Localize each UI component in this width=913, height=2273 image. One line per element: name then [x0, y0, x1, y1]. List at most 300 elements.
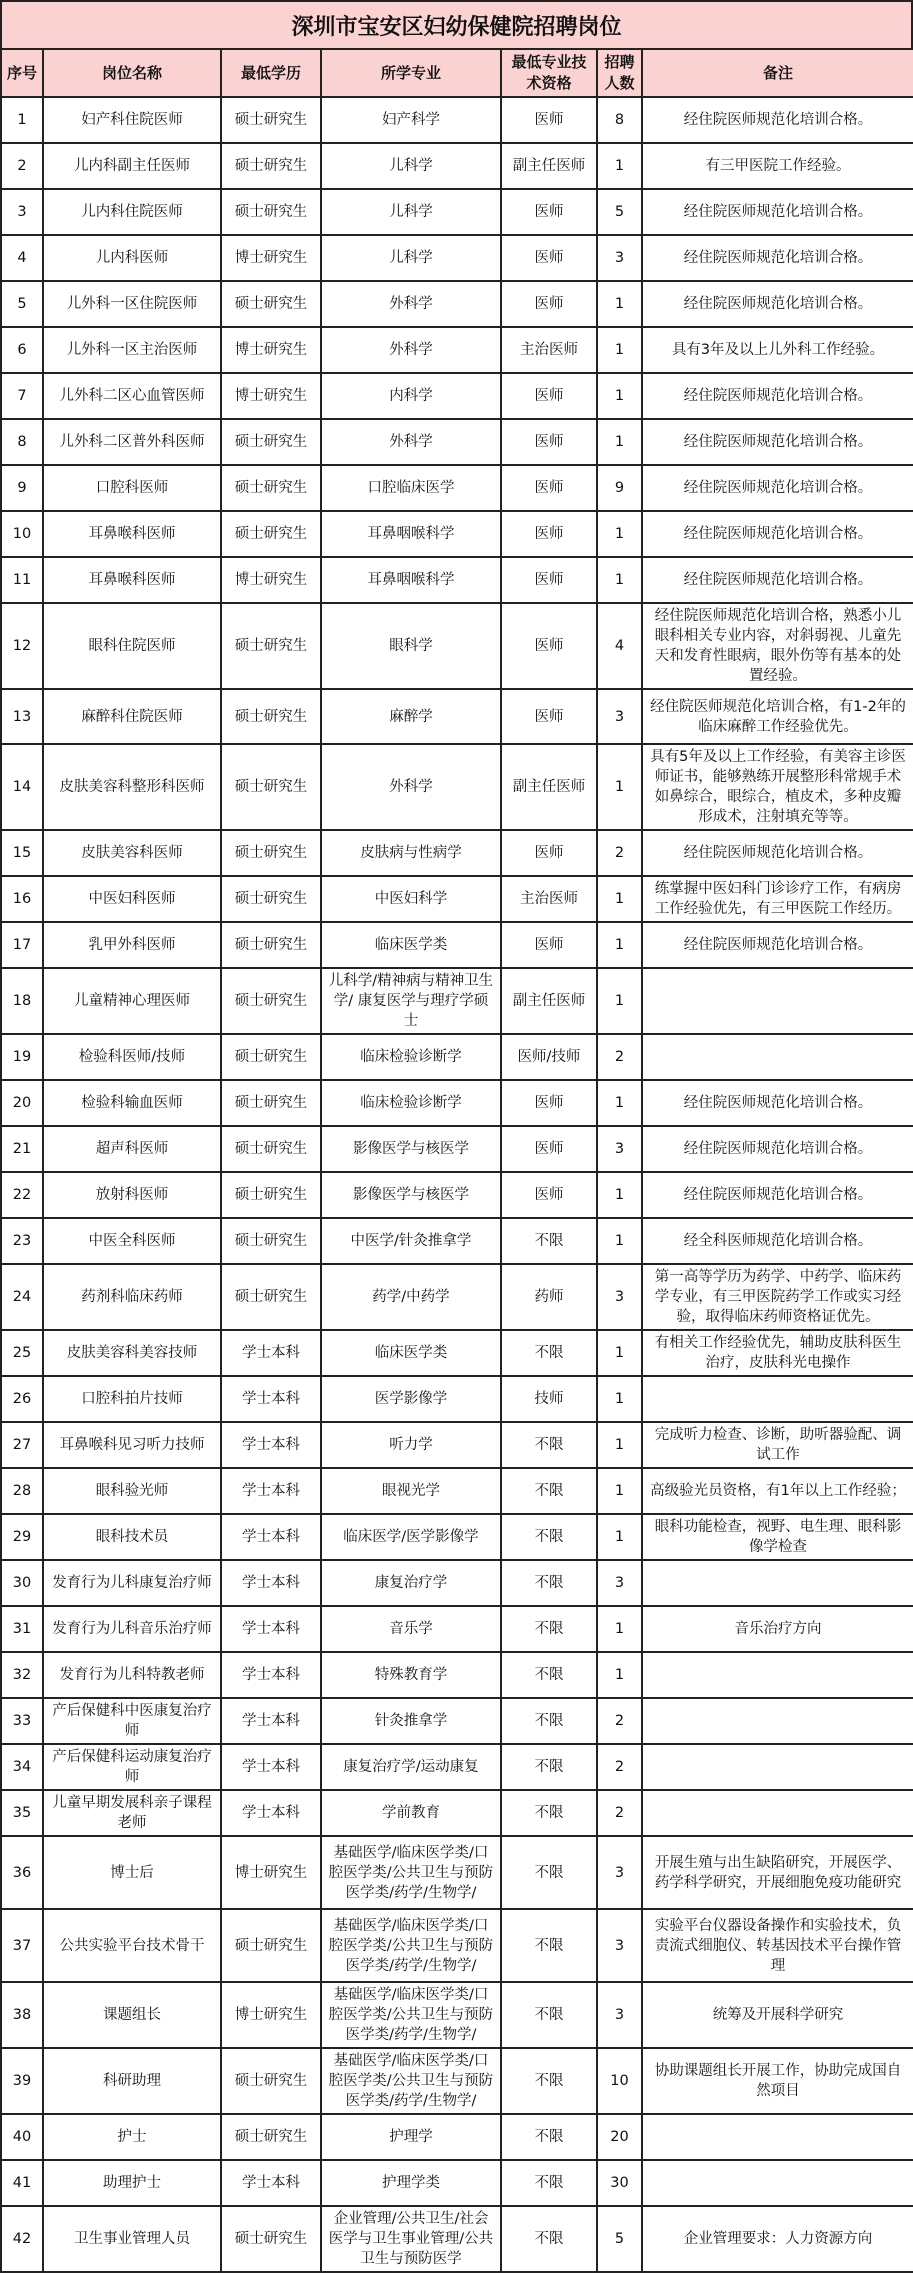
table-row [1, 1744, 913, 1790]
cell-remarks: 经住院医师规范化培训合格。 [642, 830, 913, 876]
cell-remarks: 具有3年及以上儿外科工作经验。 [642, 327, 913, 373]
cell-count: 1 [597, 1468, 642, 1514]
cell-education: 硕士研究生 [221, 2048, 321, 2114]
cell-position: 儿外科二区普外科医师 [43, 419, 221, 465]
cell-position: 眼科住院医师 [43, 603, 221, 689]
cell-remarks: 完成听力检查、诊断，助听器验配、调试工作 [642, 1422, 913, 1468]
cell-remarks: 练掌握中医妇科门诊诊疗工作，有病房工作经验优先，有三甲医院工作经历。 [642, 876, 913, 922]
cell-qualification: 不限 [501, 1330, 597, 1376]
table-row [1, 465, 913, 511]
header-position: 岗位名称 [43, 49, 221, 97]
cell-education: 硕士研究生 [221, 1909, 321, 1982]
cell-index: 18 [1, 968, 43, 1034]
cell-major: 妇产科学 [321, 97, 501, 143]
cell-education: 硕士研究生 [221, 876, 321, 922]
cell-education: 学士本科 [221, 1330, 321, 1376]
cell-position: 儿童精神心理医师 [43, 968, 221, 1034]
header-count: 招聘人数 [597, 49, 642, 97]
cell-education: 硕士研究生 [221, 2206, 321, 2272]
cell-remarks: 经住院医师规范化培训合格。 [642, 557, 913, 603]
cell-count: 1 [597, 143, 642, 189]
cell-education: 硕士研究生 [221, 1080, 321, 1126]
cell-position: 皮肤美容科整形科医师 [43, 744, 221, 830]
cell-count: 1 [597, 744, 642, 830]
table-row [1, 1264, 913, 1330]
cell-index: 34 [1, 1744, 43, 1790]
cell-position: 儿童早期发展科亲子课程老师 [43, 1790, 221, 1836]
cell-major: 外科学 [321, 744, 501, 830]
cell-education: 硕士研究生 [221, 465, 321, 511]
table-row [1, 327, 913, 373]
cell-education: 学士本科 [221, 1744, 321, 1790]
cell-remarks [642, 1744, 913, 1790]
cell-remarks [642, 1376, 913, 1422]
cell-position: 产后保健科中医康复治疗师 [43, 1698, 221, 1744]
cell-remarks: 经住院医师规范化培训合格。 [642, 189, 913, 235]
cell-education: 硕士研究生 [221, 1126, 321, 1172]
table-row [1, 2048, 913, 2114]
cell-index: 13 [1, 689, 43, 744]
cell-education: 硕士研究生 [221, 922, 321, 968]
cell-major: 康复治疗学 [321, 1560, 501, 1606]
cell-education: 硕士研究生 [221, 189, 321, 235]
cell-education: 硕士研究生 [221, 968, 321, 1034]
table-row [1, 1514, 913, 1560]
cell-major: 儿科学 [321, 235, 501, 281]
cell-qualification: 医师 [501, 281, 597, 327]
cell-count: 9 [597, 465, 642, 511]
cell-major: 耳鼻咽喉科学 [321, 511, 501, 557]
table-row [1, 1652, 913, 1698]
cell-count: 5 [597, 189, 642, 235]
cell-remarks [642, 1034, 913, 1080]
cell-education: 博士研究生 [221, 327, 321, 373]
cell-major: 眼科学 [321, 603, 501, 689]
cell-position: 眼科技术员 [43, 1514, 221, 1560]
cell-count: 3 [597, 689, 642, 744]
cell-position: 发育行为儿科康复治疗师 [43, 1560, 221, 1606]
cell-index: 8 [1, 419, 43, 465]
table-row [1, 1218, 913, 1264]
cell-qualification: 医师 [501, 1126, 597, 1172]
cell-major: 临床医学/医学影像学 [321, 1514, 501, 1560]
cell-major: 基础医学/临床医学类/口腔医学类/公共卫生与预防医学类/药学/生物学/ [321, 1982, 501, 2048]
cell-major: 企业管理/公共卫生/社会医学与卫生事业管理/公共卫生与预防医学 [321, 2206, 501, 2272]
table-row [1, 830, 913, 876]
cell-education: 学士本科 [221, 1468, 321, 1514]
cell-education: 硕士研究生 [221, 97, 321, 143]
cell-major: 儿科学 [321, 189, 501, 235]
cell-index: 29 [1, 1514, 43, 1560]
cell-count: 3 [597, 1982, 642, 2048]
table-row [1, 511, 913, 557]
cell-education: 博士研究生 [221, 235, 321, 281]
cell-education: 硕士研究生 [221, 1034, 321, 1080]
cell-position: 眼科验光师 [43, 1468, 221, 1514]
cell-remarks: 企业管理要求：人力资源方向 [642, 2206, 913, 2272]
cell-major: 音乐学 [321, 1606, 501, 1652]
cell-remarks: 有三甲医院工作经验。 [642, 143, 913, 189]
cell-remarks: 经住院医师规范化培训合格。 [642, 511, 913, 557]
cell-education: 博士研究生 [221, 557, 321, 603]
cell-qualification: 医师 [501, 189, 597, 235]
cell-education: 学士本科 [221, 1606, 321, 1652]
table-row [1, 1909, 913, 1982]
cell-count: 20 [597, 2114, 642, 2160]
table-row [1, 1330, 913, 1376]
cell-education: 硕士研究生 [221, 744, 321, 830]
cell-qualification: 副主任医师 [501, 968, 597, 1034]
table-row [1, 97, 913, 143]
cell-index: 5 [1, 281, 43, 327]
cell-remarks: 经住院医师规范化培训合格。 [642, 1080, 913, 1126]
cell-count: 4 [597, 603, 642, 689]
cell-remarks: 经住院医师规范化培训合格。 [642, 465, 913, 511]
cell-major: 听力学 [321, 1422, 501, 1468]
cell-remarks [642, 968, 913, 1034]
cell-major: 基础医学/临床医学类/口腔医学类/公共卫生与预防医学类/药学/生物学/ [321, 1836, 501, 1909]
cell-remarks: 经住院医师规范化培训合格。 [642, 235, 913, 281]
cell-qualification: 医师 [501, 689, 597, 744]
cell-remarks [642, 1560, 913, 1606]
cell-position: 妇产科住院医师 [43, 97, 221, 143]
header-education: 最低学历 [221, 49, 321, 97]
cell-position: 麻醉科住院医师 [43, 689, 221, 744]
table-row [1, 1376, 913, 1422]
cell-education: 博士研究生 [221, 373, 321, 419]
cell-index: 35 [1, 1790, 43, 1836]
cell-count: 1 [597, 281, 642, 327]
cell-index: 23 [1, 1218, 43, 1264]
cell-position: 课题组长 [43, 1982, 221, 2048]
cell-qualification: 不限 [501, 2114, 597, 2160]
cell-remarks [642, 1790, 913, 1836]
cell-position: 儿内科医师 [43, 235, 221, 281]
cell-major: 中医妇科学 [321, 876, 501, 922]
cell-major: 皮肤病与性病学 [321, 830, 501, 876]
cell-index: 27 [1, 1422, 43, 1468]
cell-education: 学士本科 [221, 1698, 321, 1744]
cell-remarks: 有相关工作经验优先，辅助皮肤科医生治疗，皮肤科光电操作 [642, 1330, 913, 1376]
cell-major: 影像医学与核医学 [321, 1126, 501, 1172]
cell-position: 口腔科拍片技师 [43, 1376, 221, 1422]
cell-index: 10 [1, 511, 43, 557]
cell-remarks: 经住院医师规范化培训合格。 [642, 922, 913, 968]
cell-major: 特殊教育学 [321, 1652, 501, 1698]
cell-major: 护理学类 [321, 2160, 501, 2206]
cell-position: 科研助理 [43, 2048, 221, 2114]
cell-index: 39 [1, 2048, 43, 2114]
table-row [1, 2114, 913, 2160]
recruitment-table [0, 48, 913, 2273]
cell-qualification: 医师 [501, 97, 597, 143]
cell-count: 8 [597, 97, 642, 143]
cell-index: 37 [1, 1909, 43, 1982]
cell-count: 1 [597, 1172, 642, 1218]
cell-remarks: 经住院医师规范化培训合格，有1-2年的临床麻醉工作经验优先。 [642, 689, 913, 744]
table-row [1, 603, 913, 689]
table-row [1, 2160, 913, 2206]
cell-qualification: 医师 [501, 419, 597, 465]
cell-qualification: 医师 [501, 373, 597, 419]
cell-count: 2 [597, 1698, 642, 1744]
cell-qualification: 不限 [501, 1468, 597, 1514]
cell-index: 15 [1, 830, 43, 876]
cell-index: 36 [1, 1836, 43, 1909]
cell-qualification: 不限 [501, 2048, 597, 2114]
table-row [1, 744, 913, 830]
cell-remarks: 高级验光员资格，有1年以上工作经验； [642, 1468, 913, 1514]
table-row [1, 1982, 913, 2048]
cell-position: 药剂科临床药师 [43, 1264, 221, 1330]
cell-index: 17 [1, 922, 43, 968]
cell-index: 26 [1, 1376, 43, 1422]
cell-major: 儿科学 [321, 143, 501, 189]
cell-major: 外科学 [321, 281, 501, 327]
cell-count: 5 [597, 2206, 642, 2272]
cell-education: 硕士研究生 [221, 1172, 321, 1218]
cell-count: 1 [597, 876, 642, 922]
cell-index: 25 [1, 1330, 43, 1376]
cell-qualification: 不限 [501, 2160, 597, 2206]
table-row [1, 1790, 913, 1836]
cell-index: 40 [1, 2114, 43, 2160]
cell-position: 儿外科二区心血管医师 [43, 373, 221, 419]
header-major: 所学专业 [321, 49, 501, 97]
cell-qualification: 医师 [501, 235, 597, 281]
cell-major: 耳鼻咽喉科学 [321, 557, 501, 603]
cell-qualification: 主治医师 [501, 327, 597, 373]
cell-count: 1 [597, 1080, 642, 1126]
cell-qualification: 不限 [501, 1218, 597, 1264]
cell-remarks: 第一高等学历为药学、中药学、临床药学专业，有三甲医院药学工作或实习经验，取得临床药师资格证优先。 [642, 1264, 913, 1330]
cell-count: 3 [597, 235, 642, 281]
cell-index: 42 [1, 2206, 43, 2272]
cell-qualification: 不限 [501, 1514, 597, 1560]
cell-count: 3 [597, 1126, 642, 1172]
table-row [1, 968, 913, 1034]
cell-remarks [642, 1698, 913, 1744]
cell-position: 皮肤美容科医师 [43, 830, 221, 876]
cell-qualification: 技师 [501, 1376, 597, 1422]
cell-position: 皮肤美容科美容技师 [43, 1330, 221, 1376]
cell-count: 1 [597, 373, 642, 419]
cell-index: 4 [1, 235, 43, 281]
table-row [1, 1422, 913, 1468]
cell-position: 耳鼻喉科医师 [43, 557, 221, 603]
cell-index: 21 [1, 1126, 43, 1172]
cell-remarks [642, 1652, 913, 1698]
cell-count: 3 [597, 1560, 642, 1606]
cell-remarks: 协助课题组长开展工作，协助完成国自然项目 [642, 2048, 913, 2114]
cell-count: 2 [597, 1034, 642, 1080]
cell-major: 康复治疗学/运动康复 [321, 1744, 501, 1790]
cell-major: 临床检验诊断学 [321, 1034, 501, 1080]
cell-education: 硕士研究生 [221, 143, 321, 189]
cell-education: 硕士研究生 [221, 511, 321, 557]
table-row [1, 922, 913, 968]
cell-remarks: 经全科医师规范化培训合格。 [642, 1218, 913, 1264]
table-row [1, 557, 913, 603]
cell-index: 19 [1, 1034, 43, 1080]
cell-position: 儿内科副主任医师 [43, 143, 221, 189]
cell-remarks [642, 2160, 913, 2206]
cell-major: 基础医学/临床医学类/口腔医学类/公共卫生与预防医学类/药学/生物学/ [321, 1909, 501, 1982]
table-row [1, 1560, 913, 1606]
cell-position: 儿内科住院医师 [43, 189, 221, 235]
cell-count: 1 [597, 1330, 642, 1376]
cell-remarks: 经住院医师规范化培训合格，熟悉小儿眼科相关专业内容，对斜弱视、儿童先天和发育性眼病，眼外伤等有基本的处置经验。 [642, 603, 913, 689]
table-row [1, 1172, 913, 1218]
cell-index: 24 [1, 1264, 43, 1330]
table-row [1, 281, 913, 327]
cell-index: 31 [1, 1606, 43, 1652]
cell-position: 耳鼻喉科见习听力技师 [43, 1422, 221, 1468]
cell-education: 学士本科 [221, 1560, 321, 1606]
cell-index: 30 [1, 1560, 43, 1606]
table-row [1, 1034, 913, 1080]
cell-count: 1 [597, 1218, 642, 1264]
cell-position: 耳鼻喉科医师 [43, 511, 221, 557]
cell-count: 2 [597, 1744, 642, 1790]
cell-remarks [642, 2114, 913, 2160]
cell-education: 学士本科 [221, 1790, 321, 1836]
cell-qualification: 医师 [501, 1080, 597, 1126]
cell-major: 临床医学类 [321, 1330, 501, 1376]
cell-major: 针灸推拿学 [321, 1698, 501, 1744]
cell-index: 11 [1, 557, 43, 603]
cell-index: 1 [1, 97, 43, 143]
cell-index: 16 [1, 876, 43, 922]
cell-count: 1 [597, 968, 642, 1034]
cell-position: 博士后 [43, 1836, 221, 1909]
cell-qualification: 医师 [501, 830, 597, 876]
table-row [1, 1080, 913, 1126]
cell-qualification: 不限 [501, 1909, 597, 1982]
cell-major: 医学影像学 [321, 1376, 501, 1422]
cell-qualification: 医师 [501, 465, 597, 511]
cell-position: 中医妇科医师 [43, 876, 221, 922]
cell-count: 1 [597, 922, 642, 968]
cell-remarks: 经住院医师规范化培训合格。 [642, 281, 913, 327]
cell-qualification: 主治医师 [501, 876, 597, 922]
table-row [1, 876, 913, 922]
cell-major: 眼视光学 [321, 1468, 501, 1514]
cell-position: 护士 [43, 2114, 221, 2160]
cell-qualification: 医师 [501, 922, 597, 968]
cell-major: 内科学 [321, 373, 501, 419]
cell-index: 6 [1, 327, 43, 373]
cell-count: 1 [597, 1652, 642, 1698]
cell-index: 41 [1, 2160, 43, 2206]
cell-position: 公共实验平台技术骨干 [43, 1909, 221, 1982]
cell-education: 硕士研究生 [221, 281, 321, 327]
cell-index: 2 [1, 143, 43, 189]
cell-remarks: 开展生殖与出生缺陷研究，开展医学、药学科学研究，开展细胞免疫功能研究 [642, 1836, 913, 1909]
cell-position: 产后保健科运动康复治疗师 [43, 1744, 221, 1790]
cell-major: 学前教育 [321, 1790, 501, 1836]
cell-qualification: 不限 [501, 1560, 597, 1606]
cell-index: 12 [1, 603, 43, 689]
header-qualification: 最低专业技术资格 [501, 49, 597, 97]
cell-qualification: 药师 [501, 1264, 597, 1330]
cell-remarks: 经住院医师规范化培训合格。 [642, 97, 913, 143]
cell-major: 中医学/针灸推拿学 [321, 1218, 501, 1264]
cell-qualification: 不限 [501, 1744, 597, 1790]
cell-count: 1 [597, 327, 642, 373]
header-index: 序号 [1, 49, 43, 97]
cell-index: 38 [1, 1982, 43, 2048]
cell-position: 检验科医师/技师 [43, 1034, 221, 1080]
cell-position: 发育行为儿科音乐治疗师 [43, 1606, 221, 1652]
cell-qualification: 不限 [501, 1982, 597, 2048]
cell-index: 9 [1, 465, 43, 511]
cell-qualification: 不限 [501, 1422, 597, 1468]
table-row [1, 1606, 913, 1652]
cell-count: 30 [597, 2160, 642, 2206]
cell-remarks: 经住院医师规范化培训合格。 [642, 373, 913, 419]
sheet-title: 深圳市宝安区妇幼保健院招聘岗位 [0, 0, 913, 48]
cell-education: 博士研究生 [221, 1982, 321, 2048]
cell-index: 22 [1, 1172, 43, 1218]
cell-count: 3 [597, 1836, 642, 1909]
cell-education: 硕士研究生 [221, 830, 321, 876]
cell-education: 学士本科 [221, 2160, 321, 2206]
cell-education: 硕士研究生 [221, 603, 321, 689]
cell-count: 3 [597, 1909, 642, 1982]
cell-index: 28 [1, 1468, 43, 1514]
cell-major: 外科学 [321, 419, 501, 465]
table-row [1, 419, 913, 465]
table-row [1, 373, 913, 419]
table-row [1, 1836, 913, 1909]
cell-education: 学士本科 [221, 1514, 321, 1560]
cell-index: 32 [1, 1652, 43, 1698]
cell-position: 儿外科一区主治医师 [43, 327, 221, 373]
cell-position: 卫生事业管理人员 [43, 2206, 221, 2272]
cell-major: 麻醉学 [321, 689, 501, 744]
cell-qualification: 医师 [501, 1172, 597, 1218]
table-row [1, 1698, 913, 1744]
cell-major: 临床医学类 [321, 922, 501, 968]
cell-major: 儿科学/精神病与精神卫生学/ 康复医学与理疗学硕士 [321, 968, 501, 1034]
cell-remarks: 经住院医师规范化培训合格。 [642, 419, 913, 465]
cell-qualification: 不限 [501, 2206, 597, 2272]
table-row [1, 2206, 913, 2272]
cell-count: 1 [597, 1514, 642, 1560]
table-body [1, 97, 913, 2272]
cell-qualification: 不限 [501, 1698, 597, 1744]
cell-position: 助理护士 [43, 2160, 221, 2206]
cell-count: 1 [597, 511, 642, 557]
cell-position: 发育行为儿科特教老师 [43, 1652, 221, 1698]
cell-count: 1 [597, 1422, 642, 1468]
table-row [1, 1126, 913, 1172]
header-remarks: 备注 [642, 49, 913, 97]
cell-count: 1 [597, 419, 642, 465]
cell-education: 硕士研究生 [221, 419, 321, 465]
cell-count: 1 [597, 1376, 642, 1422]
cell-education: 硕士研究生 [221, 1218, 321, 1264]
cell-education: 博士研究生 [221, 1836, 321, 1909]
cell-education: 学士本科 [221, 1376, 321, 1422]
cell-remarks: 眼科功能检查，视野、电生理、眼科影像学检查 [642, 1514, 913, 1560]
cell-qualification: 不限 [501, 1836, 597, 1909]
cell-education: 硕士研究生 [221, 689, 321, 744]
cell-position: 检验科输血医师 [43, 1080, 221, 1126]
cell-remarks: 音乐治疗方向 [642, 1606, 913, 1652]
cell-education: 学士本科 [221, 1652, 321, 1698]
